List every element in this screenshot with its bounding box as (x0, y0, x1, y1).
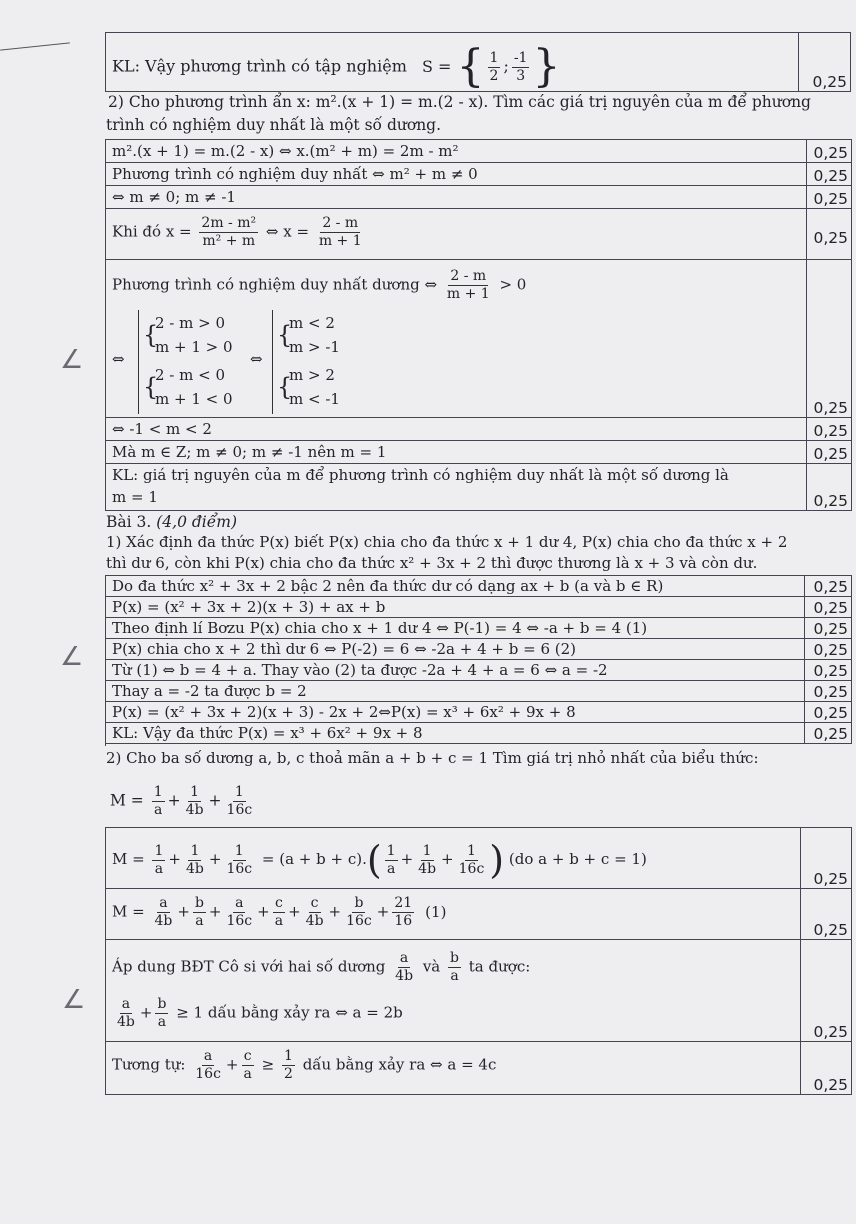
close-brace: } (532, 41, 561, 92)
table-row (106, 660, 852, 681)
cell-content (106, 702, 805, 722)
m-expression: M = $\frac{1}{a}$ + $\frac{1}{4b}$ + $\frac{1}{16c}$ (110, 784, 253, 818)
score: 0,25 (813, 1023, 848, 1041)
row-text: Mà m ∈ Z; m ≠ 0; m ≠ -1 nên m = 1 (112, 443, 387, 461)
row-text: ⇔ -1 < m < 2 (112, 420, 212, 438)
row-text: Áp dung BĐT Cô si với hai số dương $\frac{a}{4b}$ và $\frac{b}{a}$ ta được: (112, 950, 531, 984)
row-text: Khi đó x = $\frac{\text{2m - m²}}{\text{m² + m}}$ ⇔ x = $\frac{2 - m}{m + 1}$ (112, 215, 362, 249)
row-text: m².(x + 1) = m.(2 - x) ⇔ x.(m² + m) = 2m - m² (112, 142, 459, 160)
score: 0,25 (813, 578, 848, 596)
cell-content (106, 441, 807, 463)
table-row (106, 1042, 852, 1095)
fraction: $\frac{c}{a}$ (274, 895, 284, 929)
score: 0,25 (813, 725, 848, 743)
system-right: { m < 2 m > -1 { m > 2 m < -1 (272, 310, 373, 414)
row-text: P(x) = (x² + 3x + 2)(x + 3) - 2x + 2⇔P(x) = x³ + 6x² + 9x + 8 (112, 703, 576, 721)
score: 0,25 (813, 662, 848, 680)
cell-score (804, 576, 852, 596)
row-text: Do đa thức x² + 3x + 2 bậc 2 nên đa thức dư có dạng ax + b (a và b ∈ R) (112, 577, 664, 595)
cell-content (106, 597, 805, 617)
row-text: Tương tự: $\frac{a}{16c}$ + $\frac{c}{a}$ ≥ $\frac{1}{2}$ dấu bằng xảy ra ⇔ a = 4c (112, 1048, 497, 1082)
part2-table (105, 139, 852, 511)
cell-content (106, 940, 801, 1041)
row-text: Theo định lí Bơzu P(x) chia cho x + 1 dư 4 ⇔ P(-1) = 4 ⇔ -a + b = 4 (1) (112, 619, 648, 637)
table-row (106, 940, 852, 1042)
part2-intro-line2: trình có nghiệm duy nhất là một số dương. (106, 116, 442, 134)
cell-content (106, 828, 801, 888)
cell-content (106, 33, 799, 91)
score: 0,25 (813, 167, 848, 185)
cell-score (804, 597, 852, 617)
bai3-q2-text: 2) Cho ba số dương a, b, c thoả mãn a + b + c = 1 Tìm giá trị nhỏ nhất của biểu thức: (106, 749, 759, 767)
score: 0,25 (813, 641, 848, 659)
row-text: Phương trình có nghiệm duy nhất ⇔ m² + m ≠ 0 (112, 165, 478, 183)
cell-score (804, 639, 852, 659)
row-text: M = $\frac{a}{4b}$ + $\frac{b}{a}$ + $\frac{a}{16c}$ + $\frac{c}{a}$ + $\frac{c}{4b}$ + $\frac{b}{16c}$ + $\frac{21}{16}$ (1) (112, 895, 447, 929)
cell-score (804, 723, 852, 743)
table-row (106, 597, 852, 618)
part2-intro-line1: 2) Cho phương trình ẩn x: m².(x + 1) = m.(2 - x). Tìm các giá trị nguyên của m để phương (108, 93, 811, 111)
table-row (106, 418, 852, 441)
bai3-heading (106, 513, 237, 531)
cell-content (106, 576, 805, 596)
row-text: ⇔ m ≠ 0; m ≠ -1 (112, 188, 236, 206)
cell-score (806, 163, 852, 185)
table-row (106, 681, 852, 702)
score: 0,25 (813, 492, 848, 510)
row-text: KL: Vậy đa thức P(x) = x³ + 6x² + 9x + 8 (112, 724, 423, 742)
table-row (106, 464, 852, 511)
table-row (106, 639, 852, 660)
row-text: P(x) chia cho x + 2 thì dư 6 ⇔ P(-2) = 6 ⇔ -2a + 4 + b = 6 (2) (112, 640, 576, 658)
score: 0,25 (813, 144, 848, 162)
cell-content (106, 260, 807, 417)
grader-mark: ∠ (60, 642, 84, 672)
table-row (106, 163, 852, 186)
row-text: $\frac{a}{4b}$ + $\frac{b}{a}$ ≥ 1 dấu bằng xảy ra ⇔ a = 2b (117, 996, 403, 1030)
table-row (106, 618, 852, 639)
row-text: Thay a = -2 ta được b = 2 (112, 682, 307, 700)
score: 0,25 (813, 870, 848, 888)
fraction: $\frac{b}{16c}$ (346, 895, 372, 929)
cell-content (106, 723, 805, 743)
bai3-title: Bài 3. (106, 513, 152, 531)
table-row (106, 828, 852, 889)
cell-score (806, 260, 852, 417)
bai3-table1 (105, 575, 852, 746)
cell-content (106, 660, 805, 680)
equiv-symbol: ⇔ (250, 350, 263, 368)
cell-score (806, 209, 852, 259)
cell-score (800, 889, 852, 939)
cell-score (800, 828, 852, 888)
table-row (106, 889, 852, 940)
cell-content (106, 639, 805, 659)
cell-content (106, 1042, 801, 1094)
conclusion-box-top (105, 32, 851, 92)
score: 0,25 (813, 704, 848, 722)
table-row (106, 441, 852, 464)
score: 0,25 (813, 620, 848, 638)
cell-score (804, 702, 852, 722)
cell-content (106, 418, 807, 440)
fraction: $\frac{a}{16c}$ (226, 895, 253, 929)
score: 0,25 (813, 445, 848, 463)
cell-score (806, 418, 852, 440)
row-text: Từ (1) ⇔ b = 4 + a. Thay vào (2) ta được -2a + 4 + a = 6 ⇔ a = -2 (112, 661, 608, 679)
cell-score (804, 660, 852, 680)
bai3-table2 (105, 827, 852, 1095)
cell-score (806, 186, 852, 208)
score: 0,25 (813, 422, 848, 440)
cell-score (804, 618, 852, 638)
row-text: Phương trình có nghiệm duy nhất dương ⇔ $\frac{2 - m}{m + 1}$ > 0 (112, 268, 527, 302)
bai3-q1-line2: thì dư 6, còn khi P(x) chia cho đa thức x² + 3x + 2 thì được thương là x + 3 và còn dư. (106, 554, 758, 572)
cell-content (106, 140, 807, 162)
cell-score (800, 1042, 852, 1094)
bai3-points: (4,0 điểm) (156, 513, 238, 531)
score: 0,25 (813, 1076, 848, 1094)
table-row (106, 186, 852, 209)
row-text: KL: giá trị nguyên của m để phương trình có nghiệm duy nhất là một số dương là (112, 466, 729, 484)
equiv-symbol: ⇔ (112, 350, 125, 368)
kl-line: KL: Vậy phương trình có tập nghiệm S = { $\frac{1}{2}$ ; $\frac{-1}{3}$ } (112, 41, 561, 92)
grader-mark: ∠ (62, 985, 86, 1015)
fraction: $\frac{21}{16}$ (394, 895, 413, 929)
bai3-q1-line1: 1) Xác định đa thức P(x) biết P(x) chia cho đa thức x + 1 dư 4, P(x) chia cho đa thức x + 2 (106, 533, 788, 551)
table-row (106, 260, 852, 418)
score: 0,25 (813, 190, 848, 208)
table-row (106, 723, 852, 744)
fraction: $\frac{a}{4b}$ (154, 895, 173, 929)
cell-score (798, 33, 851, 91)
kl-text: KL: Vậy phương trình có tập nghiệm (112, 56, 407, 76)
margin-line (0, 42, 70, 50)
score: 0,25 (813, 229, 848, 247)
cell-score (806, 441, 852, 463)
row-text: M = $\frac{1}{a}$ + $\frac{1}{4b}$ + $\frac{1}{16c}$ = (a + b + c).( $\frac{1}{a}$ + $\frac{1}{4b}$ + $\frac{1}{16c}$ ) (do a + b + c = 1) (112, 838, 647, 882)
cell-score (804, 681, 852, 701)
score: 0,25 (813, 921, 848, 939)
fraction: $\frac{b}{a}$ (194, 895, 204, 929)
cell-content (106, 163, 807, 185)
cell-score (800, 940, 852, 1041)
table-row (106, 209, 852, 260)
row-text: m = 1 (112, 488, 158, 506)
frac-half: $\frac{1}{2}$ (489, 49, 499, 84)
score: 0,25 (812, 73, 847, 91)
system-left: { 2 - m > 0 m + 1 > 0 { 2 - m < 0 m + 1 < 0 (138, 310, 259, 414)
table-row (106, 576, 852, 597)
table-row (106, 702, 852, 723)
cell-content (106, 618, 805, 638)
row-text: P(x) = (x² + 3x + 2)(x + 3) + ax + b (112, 598, 386, 616)
grader-mark: ∠ (60, 345, 84, 375)
score: 0,25 (813, 683, 848, 701)
cell-content (106, 889, 801, 939)
fraction: $\frac{c}{4b}$ (305, 895, 324, 929)
table-row (106, 140, 852, 163)
cell-content (106, 464, 807, 510)
frac-neg-third: $\frac{-1}{3}$ (513, 49, 528, 84)
open-brace: { (456, 41, 485, 92)
set-prefix: S = (421, 56, 452, 76)
cell-score (806, 464, 852, 510)
cell-content (106, 186, 807, 208)
score: 0,25 (813, 599, 848, 617)
cell-content (106, 209, 807, 259)
cell-score (806, 140, 852, 162)
cell-content (106, 681, 805, 701)
score: 0,25 (813, 399, 848, 417)
